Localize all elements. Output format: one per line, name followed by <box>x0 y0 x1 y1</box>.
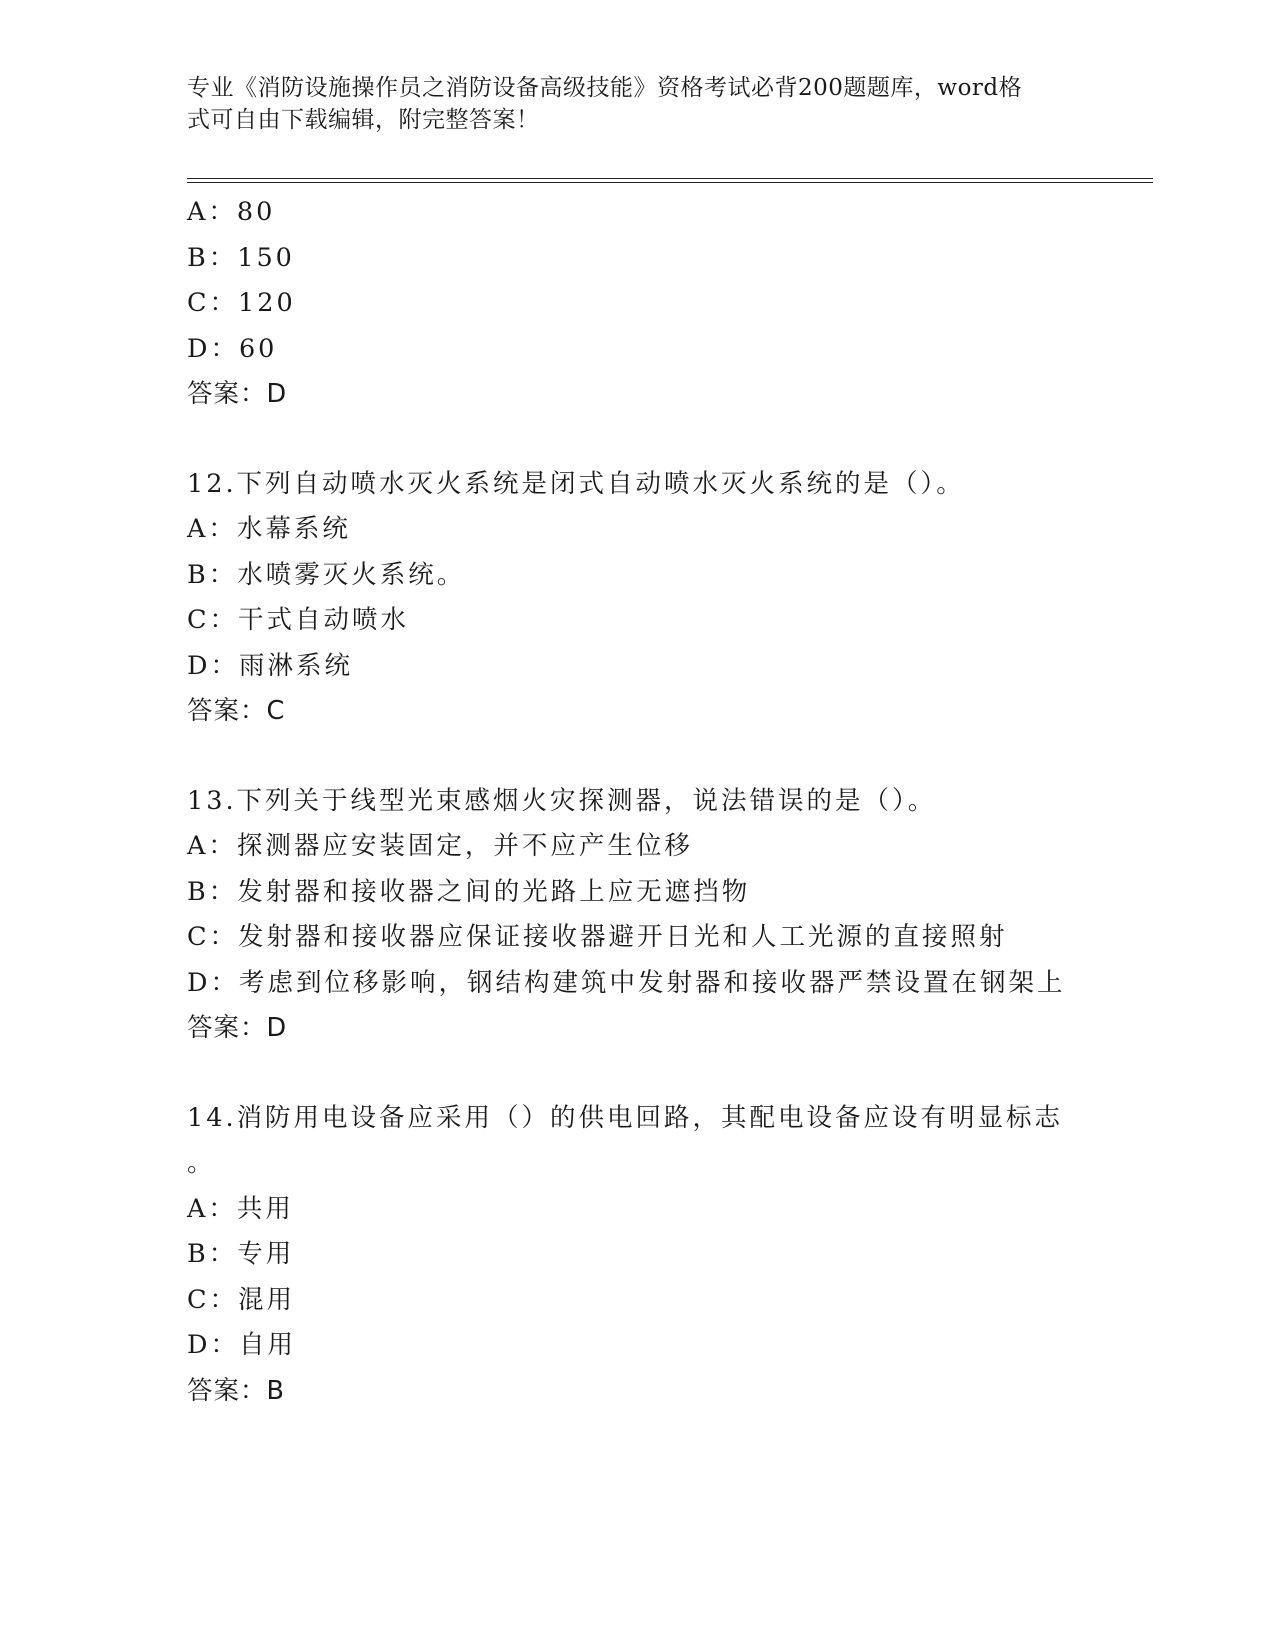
option-c: C：发射器和接收器应保证接收器避开日光和人工光源的直接照射 <box>187 922 1008 952</box>
question-11 <box>187 190 1087 418</box>
option-d: D：雨淋系统 <box>187 650 353 681</box>
question-title-line-2: 。 <box>187 1148 216 1178</box>
option-d: D：自用 <box>187 1330 296 1360</box>
option-b: B：专用 <box>187 1239 295 1269</box>
option-b: B：水喷雾灭火系统。 <box>187 559 466 590</box>
header-line-1: 专业《消防设施操作员之消防设备高级技能》资格考试必背200题题库，word格 <box>187 75 1023 101</box>
option-d: D：考虑到位移影响，钢结构建筑中发射器和接收器严禁设置在钢架上 <box>187 967 1066 998</box>
option-a: A：探测器应安装固定，并不应产生位移 <box>187 831 693 861</box>
answer: 答案：B <box>187 1375 285 1406</box>
option-d: D：60 <box>187 333 278 364</box>
answer: 答案：D <box>187 1013 288 1043</box>
header-divider-top <box>187 178 1153 179</box>
question-list <box>187 190 1087 1414</box>
question-title: 13.下列关于线型光束感烟火灾探测器，说法错误的是（）。 <box>187 785 937 816</box>
spacer <box>187 1052 1087 1096</box>
option-a: A：80 <box>187 197 276 227</box>
question-title: 12.下列自动喷水灭火系统是闭式自动喷水灭火系统的是（）。 <box>187 468 965 499</box>
option-b: B：150 <box>187 242 295 273</box>
option-a: A：水幕系统 <box>187 514 351 544</box>
question-12 <box>187 462 1087 735</box>
spacer <box>187 418 1087 462</box>
question-13 <box>187 779 1087 1052</box>
option-c: C：混用 <box>187 1284 296 1315</box>
answer: 答案：C <box>187 696 286 726</box>
option-b: B：发射器和接收器之间的光路上应无遮挡物 <box>187 876 751 907</box>
header-divider-bottom <box>187 182 1153 183</box>
spacer <box>187 735 1087 779</box>
option-c: C：干式自动喷水 <box>187 605 410 635</box>
answer: 答案：D <box>187 379 288 409</box>
option-c: C：120 <box>187 288 296 318</box>
option-a: A：共用 <box>187 1193 294 1224</box>
document-header <box>187 72 1087 136</box>
question-title-line-1: 14.消防用电设备应采用（）的供电回路，其配电设备应设有明显标志 <box>187 1102 1064 1133</box>
header-line-2: 式可自由下载编辑，附完整答案！ <box>187 107 540 133</box>
question-14 <box>187 1096 1087 1415</box>
